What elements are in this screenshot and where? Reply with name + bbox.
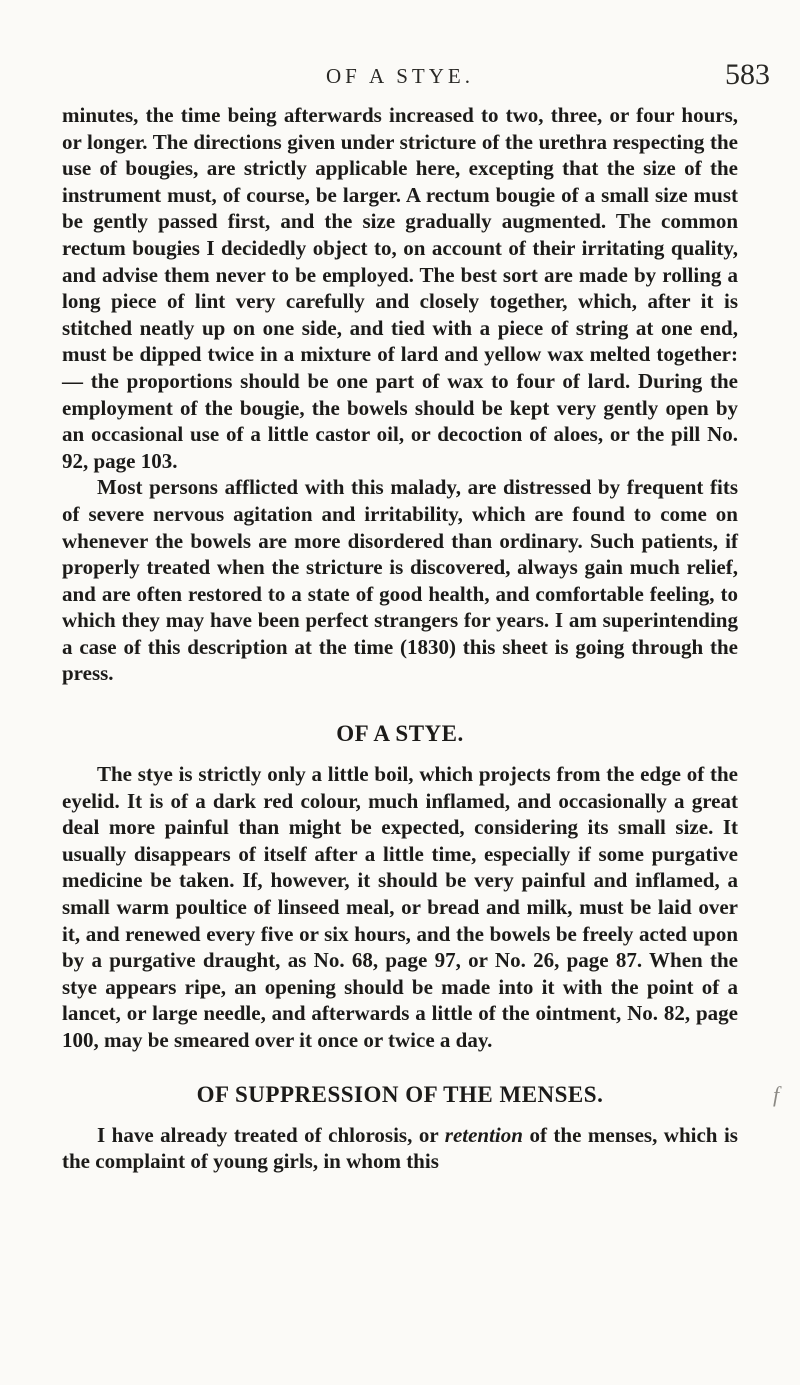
- paragraph-nervous-agitation: Most persons afflicted with this malady, are distressed by frequent fits of severe nervous agitation and irritability, which are found to come on whenever the bowels are more disordered than ordinary. Such patients, if properly treated when the stricture is discovered, always gain much relief, and are often restored to a state of good health, and comfortable feeling, to which they may have been perfect strangers for years. I am superintending a case of this description at the time (1830) this sheet is going through the press.: [62, 475, 738, 686]
- page-number: 583: [725, 58, 770, 91]
- margin-mark: f: [773, 1082, 780, 1107]
- section-heading-suppression-of-menses: OF SUPPRESSION OF THE MENSES.: [196, 1081, 604, 1107]
- paragraph-menses-text-start: I have already treated of chlorosis, or: [97, 1122, 445, 1147]
- paragraph-bougie-continued: minutes, the time being afterwards increased to two, three, or four hours, or longer. The directions given under stricture of the urethra respecting the use of bougies, are strictly applicable here, excepting that the size of the instrument must, of course, be larger. A rectum bougie of a small size must be gently passed first, and the size gradually augmented. The common rectum bougies I decidedly object to, on account of their irritating quality, and advise them never to be employed. The best sort are made by rolling a long piece of lint very carefully and closely together, which, after it is stitched neatly up on one side, and tied with a piece of string at one end, must be dipped twice in a mixture of lard and yellow wax melted together:— the proportions should be one part of wax to four of lard. During the employment of the bougie, the bowels should be kept very gently open by an occasional use of a little castor oil, or decoction of aloes, or the pill No. 92, page 103.: [62, 103, 738, 473]
- section-heading-stye: OF A STYE.: [336, 721, 464, 747]
- running-head: [0, 58, 800, 98]
- paragraph-menses: [62, 1122, 738, 1175]
- paragraph-stye: The stye is strictly only a little boil, which projects from the edge of the eyelid. It is of a dark red colour, much inflamed, and occasionally a great deal more painful than might be expected, considering its small size. It usually disappears of itself after a little time, especially if some purgative medicine be taken. If, however, it should be very painful and inflamed, a small warm poultice of linseed meal, or bread and milk, must be laid over it, and renewed every five or six hours, and the bowels be freely acted upon by a purgative draught, as No. 68, page 97, or No. 26, page 87. When the stye appears ripe, an opening should be made into it with the point of a lancet, or large needle, and afterwards a little of the ointment, No. 82, page 100, may be smeared over it once or twice a day.: [62, 762, 738, 1052]
- paragraph-menses-italic-retention: retention: [444, 1122, 523, 1147]
- text-body: [62, 102, 738, 1175]
- paragraph-menses-text-end: of the menses, which is the complaint of young girls, in whom this: [62, 1122, 738, 1174]
- running-title: OF A STYE.: [326, 64, 474, 88]
